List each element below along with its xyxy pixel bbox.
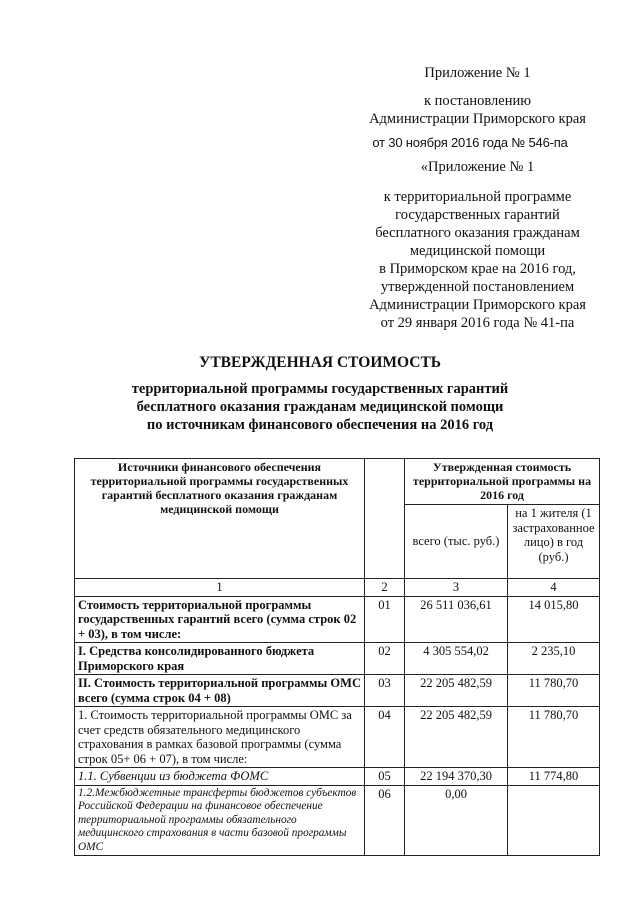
table-row (75, 596, 600, 643)
previous-appendix-line: утвержденной постановлением (380, 279, 575, 295)
header-approved-cost: Утвержденная стоимость территориальной программы на 2016 год (405, 459, 600, 505)
table-row (75, 643, 600, 675)
appendix-header (360, 64, 595, 82)
row-per-capita: 11 780,70 (508, 675, 600, 707)
decree-administration: Администрации Приморского края (369, 111, 586, 127)
header-total: всего (тыс. руб.) (405, 505, 508, 579)
document-subtitle (0, 380, 640, 434)
row-total: 22 205 482,59 (405, 707, 508, 768)
row-per-capita: 11 780,70 (508, 707, 600, 768)
previous-appendix-line: государственных гарантий (395, 207, 560, 223)
header-per-capita: на 1 жителя (1 застрахованное лицо) в год (руб.) (508, 505, 600, 579)
header-code (365, 459, 405, 579)
row-code: 05 (365, 768, 405, 786)
row-per-capita (508, 785, 600, 856)
previous-appendix (345, 158, 610, 332)
row-per-capita: 11 774,80 (508, 768, 600, 786)
row-total: 4 305 554,02 (405, 643, 508, 675)
previous-appendix-line: в Приморском крае на 2016 год, (379, 261, 576, 277)
row-code: 01 (365, 596, 405, 643)
subtitle-line: бесплатного оказания гражданам медицинской помощи (136, 399, 504, 415)
cost-table (74, 458, 600, 856)
previous-appendix-line: к территориальной программе (383, 189, 572, 205)
row-per-capita: 14 015,80 (508, 596, 600, 643)
previous-appendix-line: бесплатного оказания гражданам (375, 225, 580, 241)
subtitle-line: территориальной программы государственных гарантий (131, 381, 509, 397)
column-number: 2 (365, 579, 405, 597)
row-total: 22 194 370,30 (405, 768, 508, 786)
previous-appendix-line: от 29 января 2016 года № 41-па (380, 315, 575, 331)
row-label: 1. Стоимость территориальной программы ОМС за счет средств обязательного медицинского страхования в рамках базовой программы (сумма строк 05+ 06 + 07), в том числе: (75, 707, 365, 768)
decree-reference (350, 92, 605, 128)
header-sources: Источники финансового обеспечения территориальной программы государственных гарантий бесплатного оказания гражданам медицинской помощи (75, 459, 365, 579)
document-title: УТВЕРЖДЕННАЯ СТОИМОСТЬ (198, 354, 442, 371)
table-header-row (75, 459, 600, 505)
column-number: 1 (75, 579, 365, 597)
row-total: 0,00 (405, 785, 508, 856)
row-per-capita: 2 235,10 (508, 643, 600, 675)
previous-appendix-title: «Приложение № 1 (420, 159, 535, 175)
subtitle-line: по источникам финансового обеспечения на 2016 год (146, 417, 494, 433)
decree-to: к постановлению (423, 93, 532, 109)
previous-appendix-line: Администрации Приморского края (369, 297, 586, 313)
previous-appendix-line: медицинской помощи (409, 243, 546, 259)
row-label: Стоимость территориальной программы государственных гарантий всего (сумма строк 02 + 03), в том числе: (75, 596, 365, 643)
table-row (75, 675, 600, 707)
row-total: 26 511 036,61 (405, 596, 508, 643)
row-label: 1.1. Субвенции из бюджета ФОМС (75, 768, 365, 786)
table-row (75, 707, 600, 768)
row-code: 02 (365, 643, 405, 675)
row-label: II. Стоимость территориальной программы ОМС всего (сумма строк 04 + 08) (75, 675, 365, 707)
column-numbers-row (75, 579, 600, 597)
column-number: 3 (405, 579, 508, 597)
appendix-title: Приложение № 1 (424, 65, 531, 81)
row-label: I. Средства консолидированного бюджета Приморского края (75, 643, 365, 675)
row-code: 04 (365, 707, 405, 768)
table-row (75, 785, 600, 856)
row-code: 03 (365, 675, 405, 707)
decree-stamp: от 30 ноября 2016 года № 546-па (372, 135, 568, 150)
column-number: 4 (508, 579, 600, 597)
table-row (75, 768, 600, 786)
row-label: 1.2.Межбюджетные трансферты бюджетов субъектов Российской Федерации на финансовое обеспечение территориальной программы обязательного медицинского страхования в части базовой программы ОМС (75, 785, 365, 856)
row-total: 22 205 482,59 (405, 675, 508, 707)
row-code: 06 (365, 785, 405, 856)
